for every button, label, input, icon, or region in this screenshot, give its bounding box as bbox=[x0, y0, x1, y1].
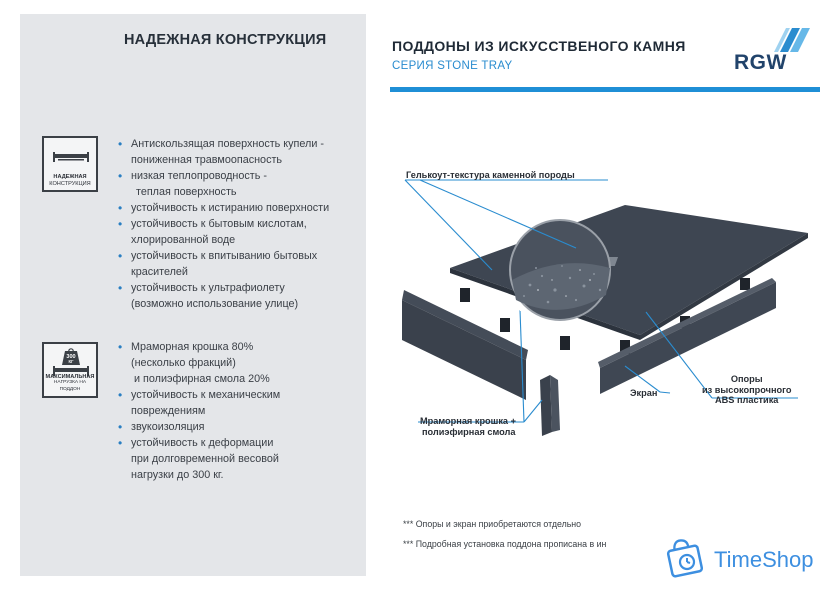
weight-value: 300 bbox=[66, 354, 76, 360]
brand-logo bbox=[734, 24, 810, 74]
list-item: при долговременной весовой bbox=[131, 453, 279, 465]
badge2-caption-line2: НАГРУЗКА НА ПОДДОН bbox=[53, 380, 87, 392]
corner-piece bbox=[540, 375, 552, 436]
label-supports-line2: из высокопрочного bbox=[702, 384, 792, 395]
list-item: красителей bbox=[131, 266, 188, 278]
brand-name: RGW bbox=[734, 51, 787, 74]
note-purchase: *** Опоры и экран приобретаются отдельно bbox=[403, 519, 582, 529]
badge1-caption-line1: НАДЕЖНАЯ bbox=[53, 174, 87, 180]
header-divider bbox=[390, 87, 820, 92]
page-subtitle: СЕРИЯ STONE TRAY bbox=[392, 60, 513, 72]
list-item: (возможно использование улице) bbox=[131, 298, 299, 310]
features-list-2 bbox=[118, 339, 280, 483]
shower-tray-diagram bbox=[380, 150, 830, 460]
page-title: ПОДДОНЫ ИЗ ИСКУССТВЕНОГО КАМНЯ bbox=[392, 38, 686, 54]
note-installation: *** Подробная установка поддона прописана в ин bbox=[403, 539, 607, 549]
max-load-badge bbox=[42, 342, 98, 398]
tray-illustration bbox=[380, 150, 830, 460]
timeshop-bag-icon bbox=[664, 534, 710, 580]
section-title: НАДЕЖНАЯ КОНСТРУКЦИЯ bbox=[124, 32, 327, 48]
label-supports bbox=[702, 374, 791, 406]
label-marble bbox=[420, 416, 516, 438]
list-item: • устойчивость к впитыванию бытовых bbox=[118, 248, 329, 264]
watermark-text: TimeShop bbox=[714, 547, 814, 572]
list-item: повреждениям bbox=[131, 405, 206, 417]
list-item: • низкая теплопроводность - bbox=[118, 168, 329, 184]
list-item: • устойчивость к бытовым кислотам, bbox=[118, 216, 329, 232]
label-gelcoat: Гелькоут-текстура каменной породы bbox=[406, 170, 575, 180]
list-item: пониженная травмоопасность bbox=[131, 154, 283, 166]
tray-construction-icon bbox=[50, 142, 92, 174]
list-item: • устойчивость к механическим bbox=[118, 387, 280, 403]
label-supports-line3: ABS пластика bbox=[715, 395, 779, 405]
weight-unit: КГ bbox=[68, 359, 74, 364]
features-list-1 bbox=[118, 136, 329, 312]
list-item: теплая поверхность bbox=[136, 186, 237, 198]
label-marble-line2: полиэфирная смола bbox=[422, 427, 516, 437]
list-item: • устойчивость к ультрафиолету bbox=[118, 280, 329, 296]
list-item: и полиэфирная смола 20% bbox=[134, 373, 270, 385]
sturdy-construction-badge bbox=[42, 136, 98, 192]
logo-mark-icon bbox=[734, 24, 810, 54]
list-item: (несколько фракций) bbox=[131, 357, 236, 369]
list-item: • звукоизоляция bbox=[118, 419, 280, 435]
label-marble-line1: Мраморная крошка + bbox=[420, 416, 516, 426]
list-item: нагрузки до 300 кг. bbox=[131, 469, 224, 481]
list-item: • Мраморная крошка 80% bbox=[118, 339, 280, 355]
features-panel bbox=[20, 14, 366, 576]
badge1-caption-line2: КОНСТРУКЦИЯ bbox=[49, 180, 91, 187]
list-item: • Антискользящая поверхность купели - bbox=[118, 136, 329, 152]
list-item: • устойчивость к деформации bbox=[118, 435, 280, 451]
list-item: • устойчивость к истиранию поверхности bbox=[118, 200, 329, 216]
list-item: хлорированной воде bbox=[131, 234, 236, 246]
label-supports-line1: Опоры bbox=[730, 374, 763, 384]
label-screen: Экран bbox=[630, 388, 658, 398]
plus-marker: + bbox=[517, 301, 525, 315]
badge2-caption-line1: МАКСИМАЛЬНАЯ bbox=[45, 373, 95, 380]
